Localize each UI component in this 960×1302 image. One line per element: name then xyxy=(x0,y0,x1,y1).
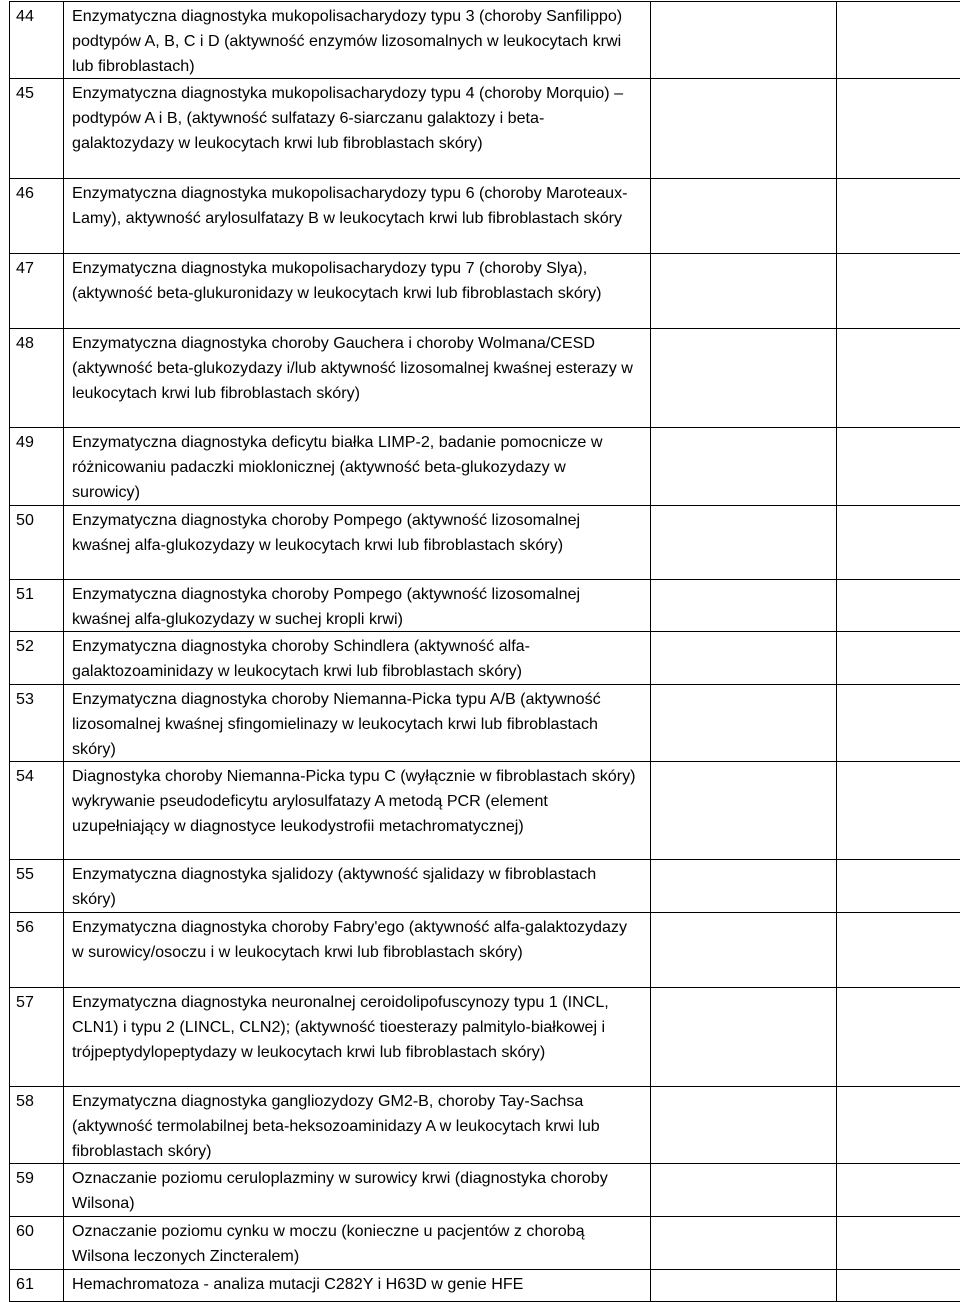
empty-cell xyxy=(651,1164,837,1217)
row-description: Enzymatyczna diagnostyka neuronalnej ceroidolipofuscynozy typu 1 (INCL, CLN1) i typu 2 (LINCL, CLN2); (aktywność tioesterazy palmitylo-białkowej i trójpeptydylopeptydazy w leukocytach krwi lub fibroblastach skóry) xyxy=(64,987,651,1086)
row-number: 52 xyxy=(10,632,64,685)
empty-cell xyxy=(837,912,960,987)
row-description: Enzymatyczna diagnostyka choroby Gauchera i choroby Wolmana/CESD (aktywność beta-glukozydazy i/lub aktywność lizosomalnej kwaśnej esterazy w leukocytach krwi lub fibroblastach skóry) xyxy=(64,329,651,428)
row-description: Enzymatyczna diagnostyka deficytu białka LIMP-2, badanie pomocnicze w różnicowaniu padaczki mioklonicznej (aktywność beta-glukozydazy w surowicy) xyxy=(64,428,651,505)
empty-cell xyxy=(651,329,837,428)
row-number: 55 xyxy=(10,860,64,913)
empty-cell xyxy=(837,632,960,685)
empty-cell xyxy=(651,1086,837,1163)
empty-cell xyxy=(651,632,837,685)
empty-cell xyxy=(651,505,837,579)
empty-cell xyxy=(651,912,837,987)
table-row xyxy=(10,579,960,632)
empty-cell xyxy=(837,987,960,1086)
row-number: 59 xyxy=(10,1164,64,1217)
empty-cell xyxy=(651,684,837,761)
row-description: Oznaczanie poziomu cynku w moczu (konieczne u pacjentów z chorobą Wilsona leczonych Zincteralem) xyxy=(64,1216,651,1269)
table-row xyxy=(10,684,960,761)
table-row xyxy=(10,79,960,179)
row-number: 53 xyxy=(10,684,64,761)
row-description: Enzymatyczna diagnostyka mukopolisacharydozy typu 3 (choroby Sanfilippo) podtypów A, B, C i D (aktywność enzymów lizosomalnych w leukocytach krwi lub fibroblastach) xyxy=(64,2,651,79)
empty-cell xyxy=(651,2,837,79)
table-row xyxy=(10,1216,960,1269)
table-row xyxy=(10,632,960,685)
row-number: 61 xyxy=(10,1269,64,1301)
row-number: 58 xyxy=(10,1086,64,1163)
row-description: Enzymatyczna diagnostyka mukopolisacharydozy typu 4 (choroby Morquio) – podtypów A i B, (aktywność sulfatazy 6-siarczanu galaktozy i beta-galaktozydazy w leukocytach krwi lub fibroblastach skóry) xyxy=(64,79,651,179)
table-row xyxy=(10,2,960,79)
empty-cell xyxy=(837,79,960,179)
row-number: 51 xyxy=(10,579,64,632)
row-number: 54 xyxy=(10,762,64,860)
table-row xyxy=(10,505,960,579)
row-number: 57 xyxy=(10,987,64,1086)
empty-cell xyxy=(837,684,960,761)
row-number: 56 xyxy=(10,912,64,987)
table-row xyxy=(10,329,960,428)
empty-cell xyxy=(837,505,960,579)
empty-cell xyxy=(651,1269,837,1301)
table-row xyxy=(10,1164,960,1217)
empty-cell xyxy=(837,762,960,860)
table-body xyxy=(10,2,960,1302)
row-description: Enzymatyczna diagnostyka mukopolisacharydozy typu 7 (choroby Slya), (aktywność beta-glukuronidazy w leukocytach krwi lub fibroblastach skóry) xyxy=(64,254,651,329)
row-description: Enzymatyczna diagnostyka mukopolisacharydozy typu 6 (choroby Maroteaux-Lamy), aktywność arylosulfatazy B w leukocytach krwi lub fibroblastach skóry xyxy=(64,179,651,254)
empty-cell xyxy=(651,428,837,505)
row-number: 47 xyxy=(10,254,64,329)
row-description: Hemachromatoza - analiza mutacji C282Y i H63D w genie HFE xyxy=(64,1269,651,1301)
row-description: Enzymatyczna diagnostyka choroby Schindlera (aktywność alfa-galaktozoaminidazy w leukocytach krwi lub fibroblastach skóry) xyxy=(64,632,651,685)
empty-cell xyxy=(837,579,960,632)
empty-cell xyxy=(651,1216,837,1269)
row-number: 44 xyxy=(10,2,64,79)
row-number: 46 xyxy=(10,179,64,254)
table-row xyxy=(10,254,960,329)
row-description: Enzymatyczna diagnostyka choroby Pompego (aktywność lizosomalnej kwaśnej alfa-glukozydazy w leukocytach krwi lub fibroblastach skóry) xyxy=(64,505,651,579)
empty-cell xyxy=(837,1269,960,1301)
procedures-table xyxy=(9,1,960,1302)
empty-cell xyxy=(837,428,960,505)
table-row xyxy=(10,860,960,913)
empty-cell xyxy=(651,987,837,1086)
row-description: Enzymatyczna diagnostyka choroby Pompego (aktywność lizosomalnej kwaśnej alfa-glukozydazy w suchej kropli krwi) xyxy=(64,579,651,632)
empty-cell xyxy=(651,254,837,329)
table-row xyxy=(10,179,960,254)
table-row xyxy=(10,987,960,1086)
row-number: 60 xyxy=(10,1216,64,1269)
empty-cell xyxy=(837,179,960,254)
empty-cell xyxy=(837,2,960,79)
empty-cell xyxy=(651,762,837,860)
empty-cell xyxy=(651,579,837,632)
row-number: 48 xyxy=(10,329,64,428)
table-row xyxy=(10,912,960,987)
row-number: 49 xyxy=(10,428,64,505)
empty-cell xyxy=(837,1216,960,1269)
empty-cell xyxy=(837,1164,960,1217)
table-row xyxy=(10,1269,960,1301)
row-description: Enzymatyczna diagnostyka choroby Fabry'ego (aktywność alfa-galaktozydazy w surowicy/osoczu i w leukocytach krwi lub fibroblastach skóry) xyxy=(64,912,651,987)
table-row xyxy=(10,428,960,505)
table-row xyxy=(10,762,960,860)
row-number: 50 xyxy=(10,505,64,579)
table-row xyxy=(10,1086,960,1163)
row-number: 45 xyxy=(10,79,64,179)
empty-cell xyxy=(837,254,960,329)
empty-cell xyxy=(651,179,837,254)
empty-cell xyxy=(837,1086,960,1163)
row-description: Enzymatyczna diagnostyka sjalidozy (aktywność sjalidazy w fibroblastach skóry) xyxy=(64,860,651,913)
empty-cell xyxy=(651,860,837,913)
empty-cell xyxy=(837,860,960,913)
empty-cell xyxy=(651,79,837,179)
row-description: Enzymatyczna diagnostyka gangliozydozy GM2-B, choroby Tay-Sachsa (aktywność termolabilnej beta-heksozoaminidazy A w leukocytach krwi lub fibroblastach skóry) xyxy=(64,1086,651,1163)
row-description: Diagnostyka choroby Niemanna-Picka typu C (wyłącznie w fibroblastach skóry) wykrywanie pseudodeficytu arylosulfatazy A metodą PCR (element uzupełniający w diagnostyce leukodystrofii metachromatycznej) xyxy=(64,762,651,860)
row-description: Enzymatyczna diagnostyka choroby Niemanna-Picka typu A/B (aktywność lizosomalnej kwaśnej sfingomielinazy w leukocytach krwi lub fibroblastach skóry) xyxy=(64,684,651,761)
row-description: Oznaczanie poziomu ceruloplazminy w surowicy krwi (diagnostyka choroby Wilsona) xyxy=(64,1164,651,1217)
empty-cell xyxy=(837,329,960,428)
